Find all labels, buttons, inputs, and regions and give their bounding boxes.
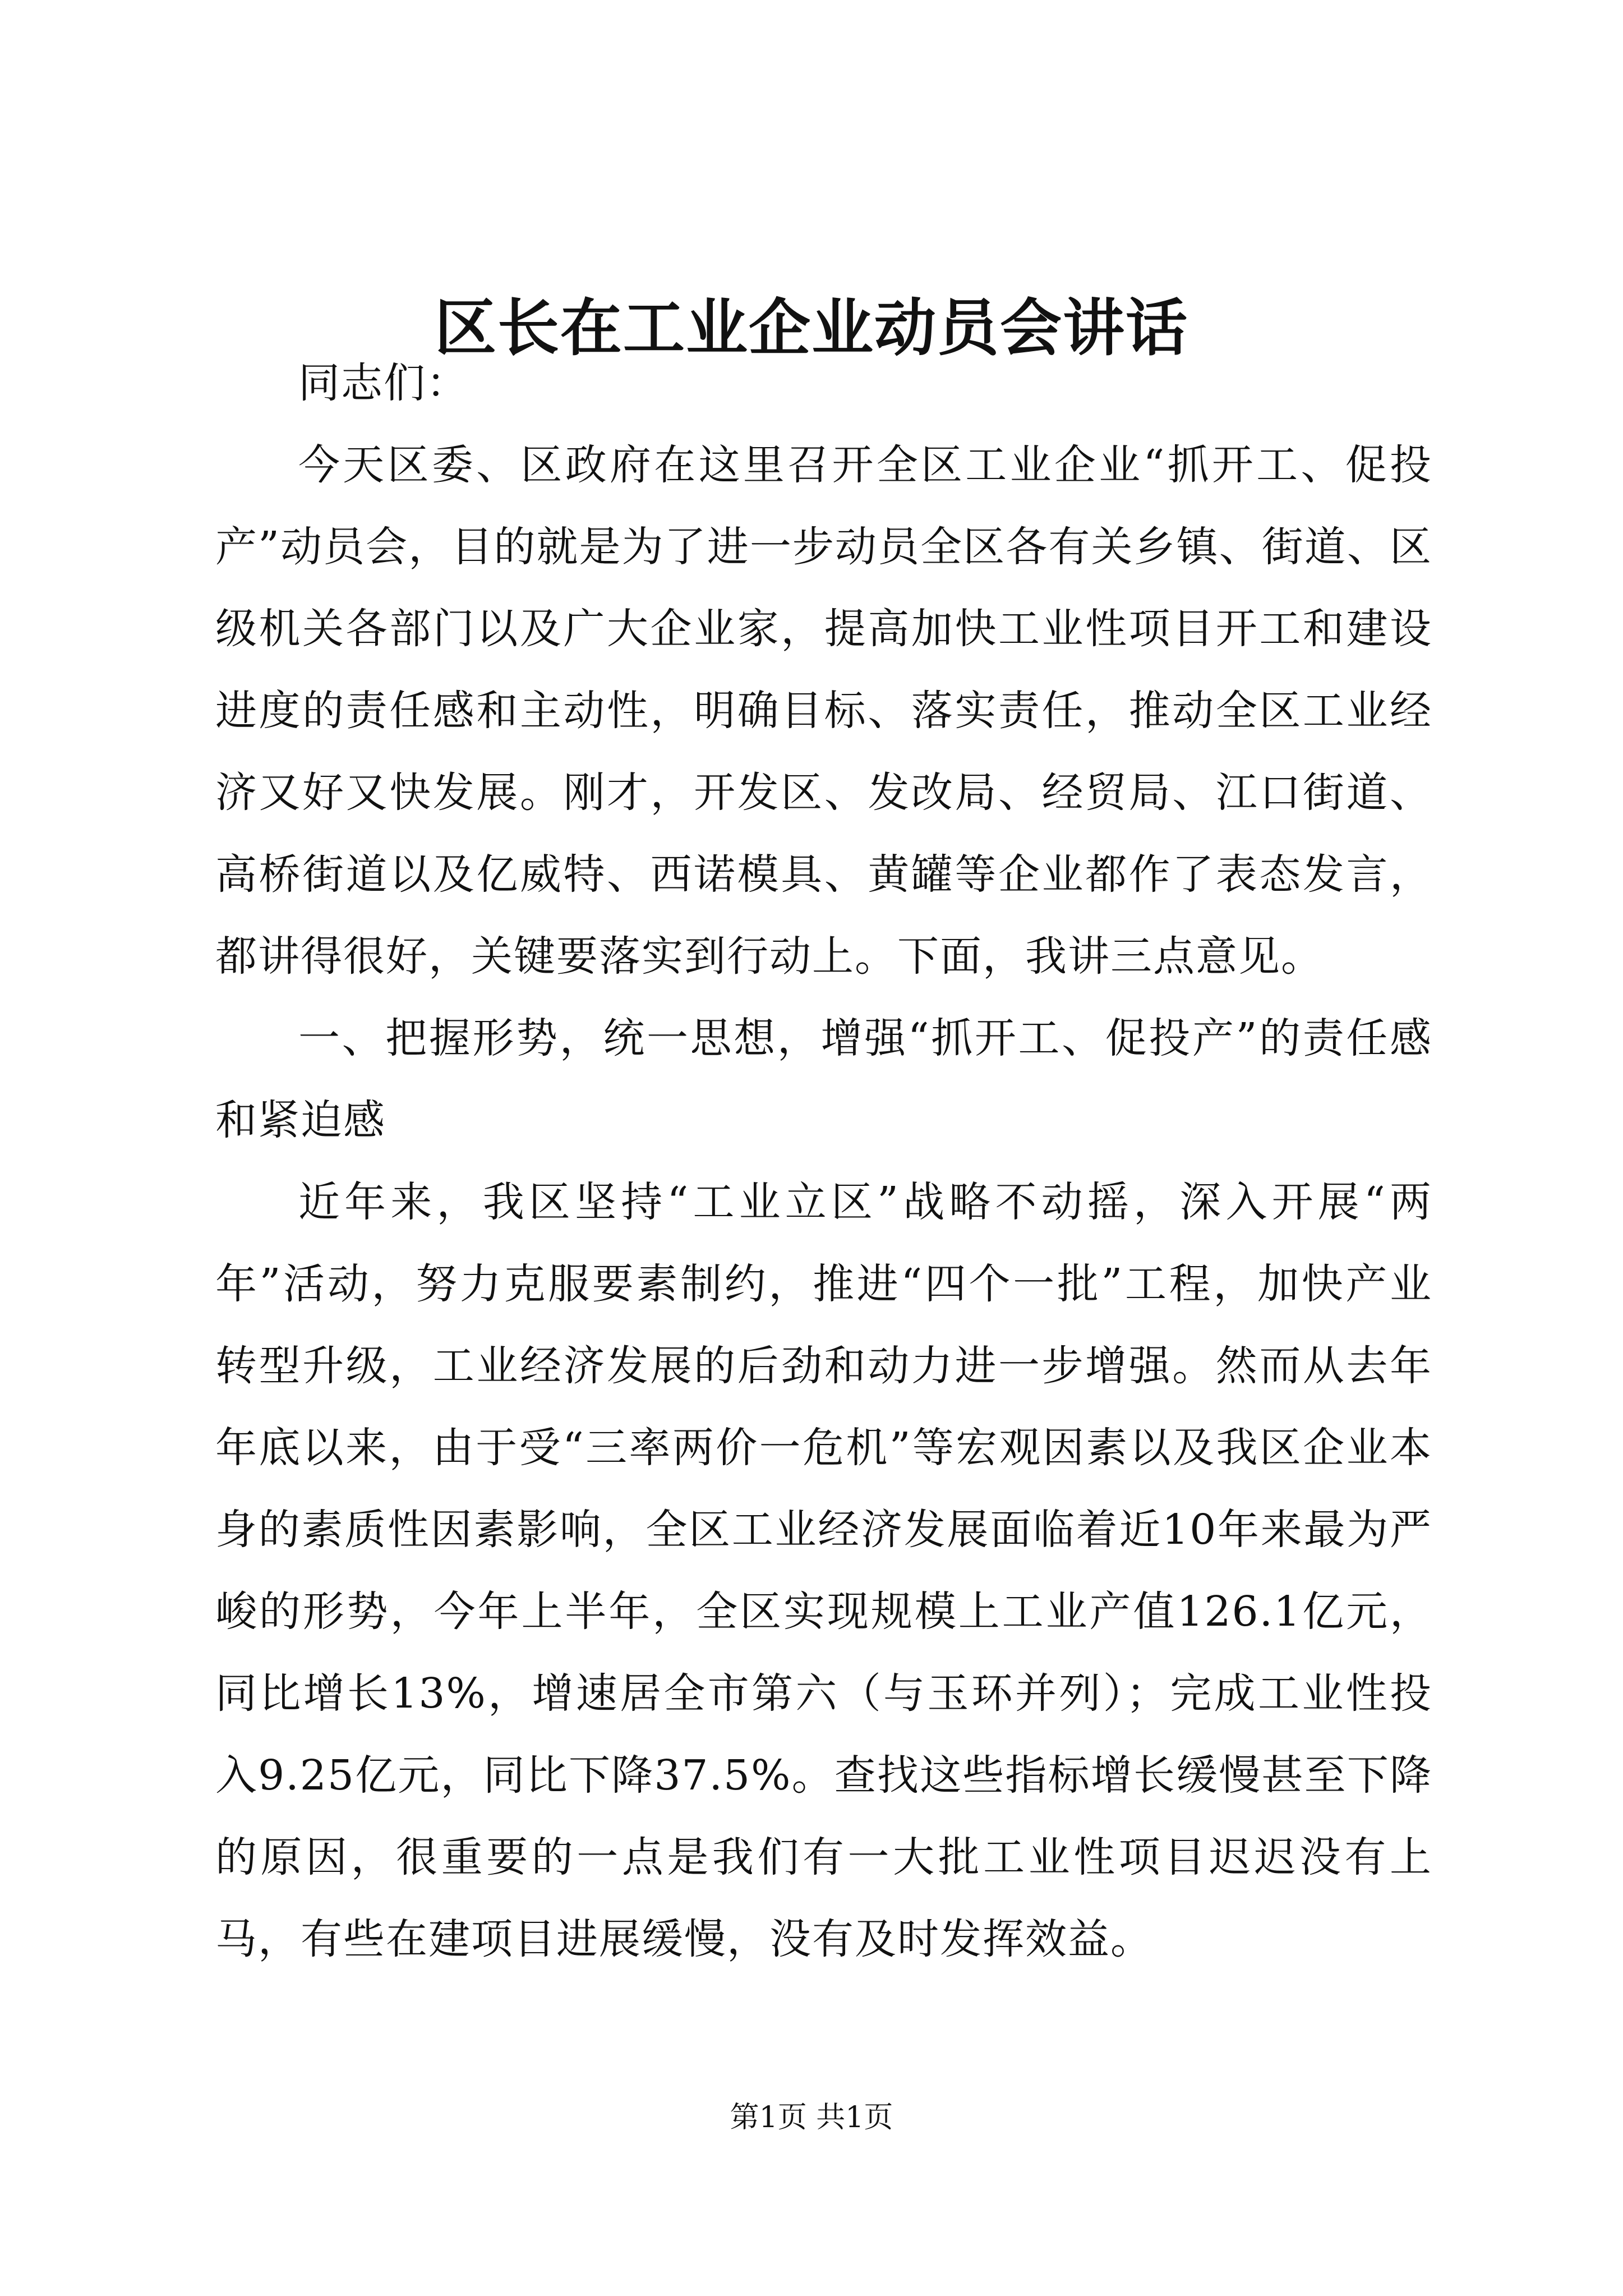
section-heading-1: 一、把握形势，统一思想，增强“抓开工、促投产”的责任感和紧迫感 (215, 1014, 1432, 1144)
document-body (215, 342, 1432, 1980)
salutation: 同志们： (298, 359, 469, 407)
page-footer: 第1页 共1页 (730, 2101, 893, 2134)
paragraph-opening: 今天区委、区政府在这里召开全区工业企业“抓开工、促投产”动员会，目的就是为了进一步动员全区各有关乡镇、街道、区级机关各部门以及广大企业家，提高加快工业性项目开工和建设进度的责任感和主动性，明确目标、落实责任，推动全区工业经济又好又快发展。刚才，开发区、发改局、经贸局、江口街道、高桥街道以及亿威特、西诺模具、黄罐等企业都作了表态发言，都讲得很好，关键要落实到行动上。下面，我讲三点意见。 (215, 441, 1432, 981)
document-title: 区长在工业企业动员会讲话 (435, 292, 1188, 364)
paragraph-situation: 近年来，我区坚持“工业立区”战略不动摇，深入开展“两年”活动，努力克服要素制约，推进“四个一批”工程，加快产业转型升级，工业经济发展的后劲和动力进一步增强。然而从去年年底以来，由于受“三率两价一危机”等宏观因素以及我区企业本身的素质性因素影响，全区工业经济发展面临着近10年来最为严峻的形势，今年上半年，全区实现规模上工业产值126.1亿元，同比增长13%，增速居全市第六（与玉环并列）；完成工业性投入9.25亿元，同比下降37.5%。查找这些指标增长缓慢甚至下降的原因，很重要的一点是我们有一大批工业性项目迟迟没有上马，有些在建项目进展缓慢，没有及时发挥效益。 (215, 1178, 1432, 1963)
